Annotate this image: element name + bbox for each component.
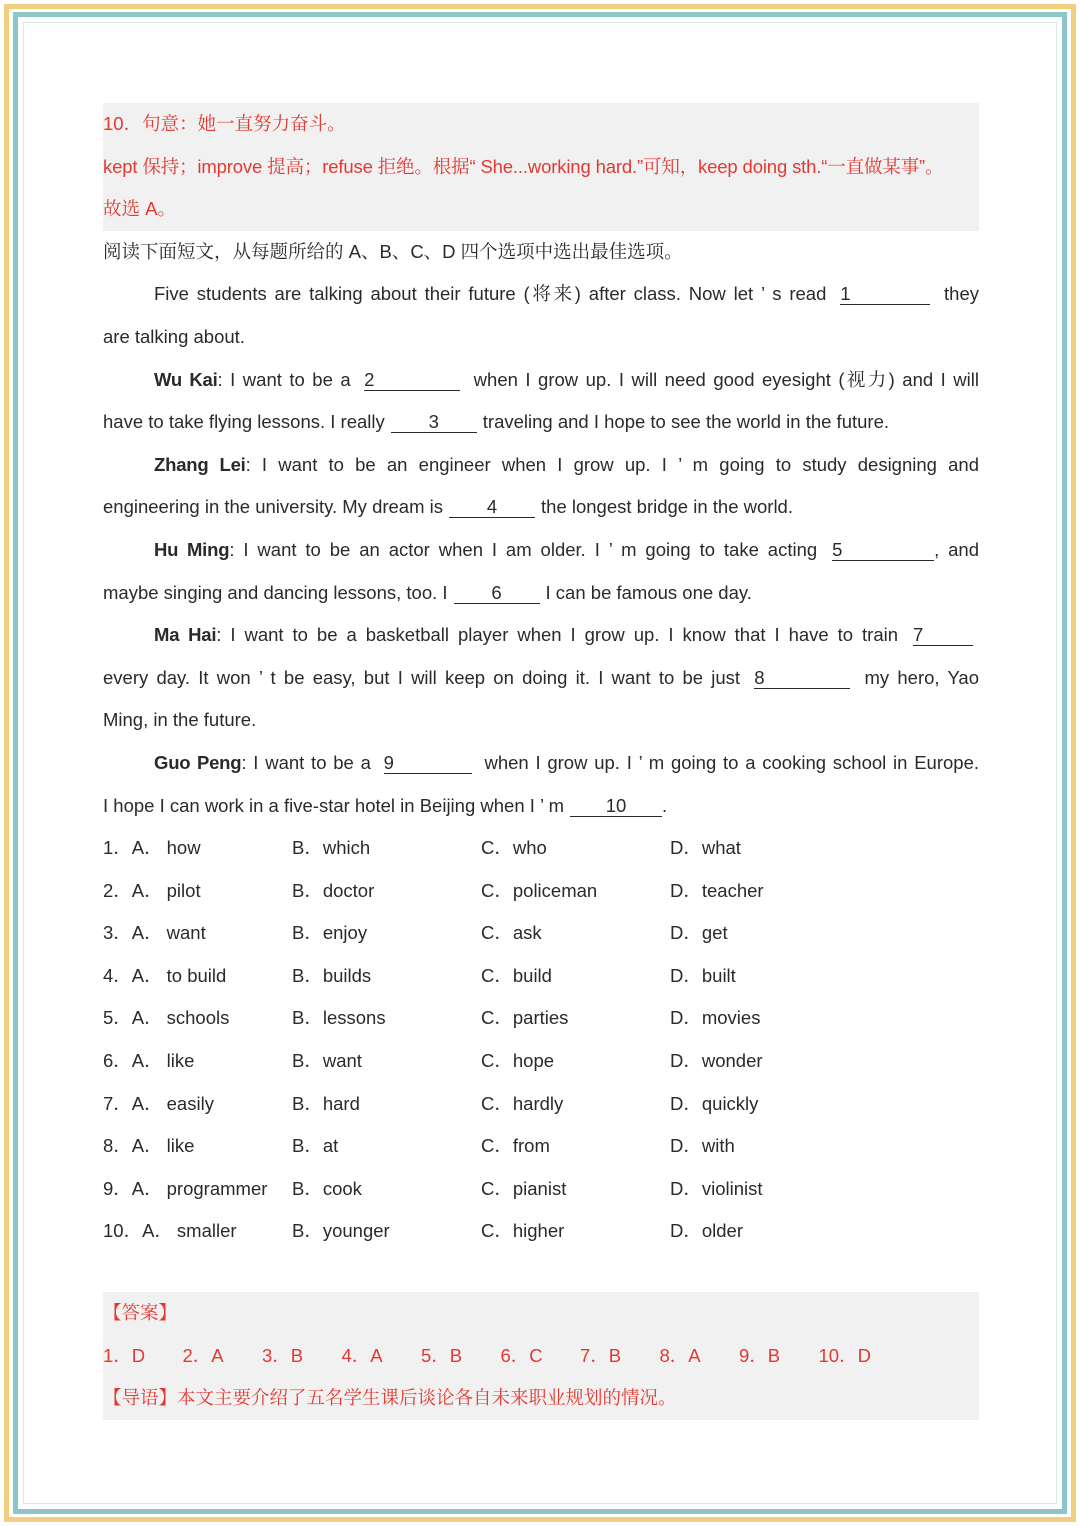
- answer-item: 8．A: [659, 1344, 701, 1366]
- question-number: 8．A．: [103, 1135, 163, 1157]
- option-b: B．at: [292, 1135, 339, 1157]
- option-b: B．younger: [292, 1220, 390, 1242]
- answer-item: 9．B: [739, 1344, 781, 1366]
- answer-heading: 【答案】: [103, 1302, 178, 1324]
- answer-item: 7．B: [580, 1344, 622, 1366]
- question-number: 2．A．: [103, 879, 163, 901]
- blank-4: 4: [449, 497, 535, 518]
- answer-list: [103, 1335, 979, 1378]
- answer-box: [103, 1292, 979, 1420]
- question-row: [103, 1040, 979, 1083]
- passage-line: I hope I can work in a five-star hotel in Beijing when I ’ m 10 .: [103, 794, 668, 816]
- option-b: B．cook: [292, 1177, 362, 1199]
- passage-line: Guo Peng: I want to be a 9 when I grow up. I ’ m going to a cooking school in Europe.: [154, 751, 980, 773]
- passage-line: have to take flying lessons. I really 3 traveling and I hope to see the world in the future.: [103, 411, 889, 433]
- blank-1: 1: [840, 284, 930, 305]
- option-b: B．which: [292, 837, 371, 859]
- option-b: B．lessons: [292, 1007, 386, 1029]
- question-number: 10．A．: [103, 1220, 173, 1242]
- option-a: 3．A． want: [103, 922, 206, 944]
- answer-guide: 【导语】本文主要介绍了五名学生课后谈论各自未来职业规划的情况。: [103, 1387, 677, 1409]
- option-d: D．built: [670, 964, 736, 986]
- question-number: 5．A．: [103, 1007, 163, 1029]
- option-c: C．build: [481, 964, 552, 986]
- passage-line: Five students are talking about their future (将来) after class. Now let ’ s read 1 they: [154, 283, 980, 305]
- option-c: C．who: [481, 837, 547, 859]
- passage-line: every day. It won ’ t be easy, but I will keep on doing it. I want to be just 8 my hero, Yao: [103, 666, 979, 688]
- explanation-box: [103, 103, 979, 231]
- speaker-name: Zhang Lei: [154, 453, 246, 475]
- option-b: B．want: [292, 1050, 362, 1072]
- passage-line: Hu Ming: I want to be an actor when I am older. I ’ m going to take acting 5 , and: [154, 538, 979, 560]
- question-row: [103, 1125, 979, 1168]
- answer-item: 4．A: [341, 1344, 383, 1366]
- option-d: D．older: [670, 1220, 743, 1242]
- explanation-line: kept 保持；improve 提高；refuse 拒绝。根据“ She...working hard.”可知，keep doing sth.“一直做某事”。: [103, 155, 944, 177]
- option-b: B．builds: [292, 964, 372, 986]
- answer-item: 5．B: [421, 1344, 463, 1366]
- blank-5: 5: [832, 540, 934, 561]
- blank-3: 3: [391, 412, 477, 433]
- speaker-name: Guo Peng: [154, 751, 242, 773]
- option-a: 7．A． easily: [103, 1092, 214, 1114]
- question-row: [103, 955, 979, 998]
- explanation-line: 10．句意：她一直努力奋斗。: [103, 113, 346, 134]
- question-row: [103, 997, 979, 1040]
- option-a: 4．A． to build: [103, 964, 227, 986]
- question-row: [103, 1168, 979, 1211]
- option-c: C．policeman: [481, 879, 598, 901]
- blank-7: 7: [913, 625, 973, 646]
- option-b: B．doctor: [292, 879, 375, 901]
- option-b: B．enjoy: [292, 922, 368, 944]
- option-a: 1．A． how: [103, 837, 201, 859]
- option-c: C．pianist: [481, 1177, 567, 1199]
- blank-6: 6: [454, 583, 540, 604]
- question-row: [103, 912, 979, 955]
- passage-line: Ming, in the future.: [103, 709, 257, 731]
- blank-10: 10: [570, 796, 662, 817]
- question-number: 3．A．: [103, 922, 163, 944]
- blank-8: 8: [754, 668, 850, 689]
- speaker-name: Hu Ming: [154, 538, 230, 560]
- passage-line: engineering in the university. My dream is 4 the longest bridge in the world.: [103, 496, 793, 518]
- passage: [103, 273, 979, 827]
- question-row: [103, 827, 979, 870]
- option-c: C．from: [481, 1135, 550, 1157]
- answer-item: 10．D: [818, 1344, 871, 1366]
- speaker-name: Wu Kai: [154, 368, 218, 390]
- speaker-name: Ma Hai: [154, 624, 217, 646]
- option-d: D．what: [670, 837, 741, 859]
- option-a: 10．A． smaller: [103, 1220, 237, 1242]
- option-a: 9．A． programmer: [103, 1177, 268, 1199]
- question-row: [103, 870, 979, 913]
- passage-line: are talking about.: [103, 325, 245, 347]
- option-d: D．movies: [670, 1007, 761, 1029]
- question-list: [103, 827, 979, 1253]
- question-number: 7．A．: [103, 1092, 163, 1114]
- instruction: 阅读下面短文，从每题所给的 A、B、C、D 四个选项中选出最佳选项。: [103, 240, 683, 262]
- option-a: 8．A． like: [103, 1135, 195, 1157]
- option-c: C．hope: [481, 1050, 555, 1072]
- option-a: 2．A． pilot: [103, 879, 201, 901]
- option-a: 6．A． like: [103, 1050, 195, 1072]
- answer-item: 1．D: [103, 1344, 146, 1366]
- option-b: B．hard: [292, 1092, 360, 1114]
- answer-item: 2．A: [182, 1344, 224, 1366]
- option-d: D．quickly: [670, 1092, 759, 1114]
- question-row: [103, 1083, 979, 1126]
- option-c: C．ask: [481, 922, 542, 944]
- question-number: 1．A．: [103, 837, 163, 859]
- passage-line: Zhang Lei: I want to be an engineer when I grow up. I ’ m going to study designing and: [154, 453, 979, 475]
- explanation-line: 故选 A。: [103, 198, 176, 220]
- option-d: D．wonder: [670, 1050, 763, 1072]
- blank-9: 9: [384, 753, 472, 774]
- option-c: C．parties: [481, 1007, 569, 1029]
- question-number: 6．A．: [103, 1050, 163, 1072]
- passage-line: Ma Hai: I want to be a basketball player when I grow up. I know that I have to train 7: [103, 614, 979, 657]
- question-number: 4．A．: [103, 964, 163, 986]
- question-row: [103, 1210, 979, 1253]
- passage-line: maybe singing and dancing lessons, too. I 6 I can be famous one day.: [103, 581, 752, 603]
- option-a: 5．A． schools: [103, 1007, 230, 1029]
- option-c: C．higher: [481, 1220, 565, 1242]
- question-number: 9．A．: [103, 1177, 163, 1199]
- option-d: D．get: [670, 922, 728, 944]
- answer-item: 3．B: [262, 1344, 304, 1366]
- option-d: D．teacher: [670, 879, 764, 901]
- document-content: [103, 103, 979, 1420]
- passage-line: Wu Kai: I want to be a 2 when I grow up. I will need good eyesight (视力) and I will: [154, 368, 979, 390]
- blank-2: 2: [364, 370, 460, 391]
- option-d: D．violinist: [670, 1177, 763, 1199]
- option-d: D．with: [670, 1135, 735, 1157]
- option-c: C．hardly: [481, 1092, 564, 1114]
- answer-item: 6．C: [500, 1344, 543, 1366]
